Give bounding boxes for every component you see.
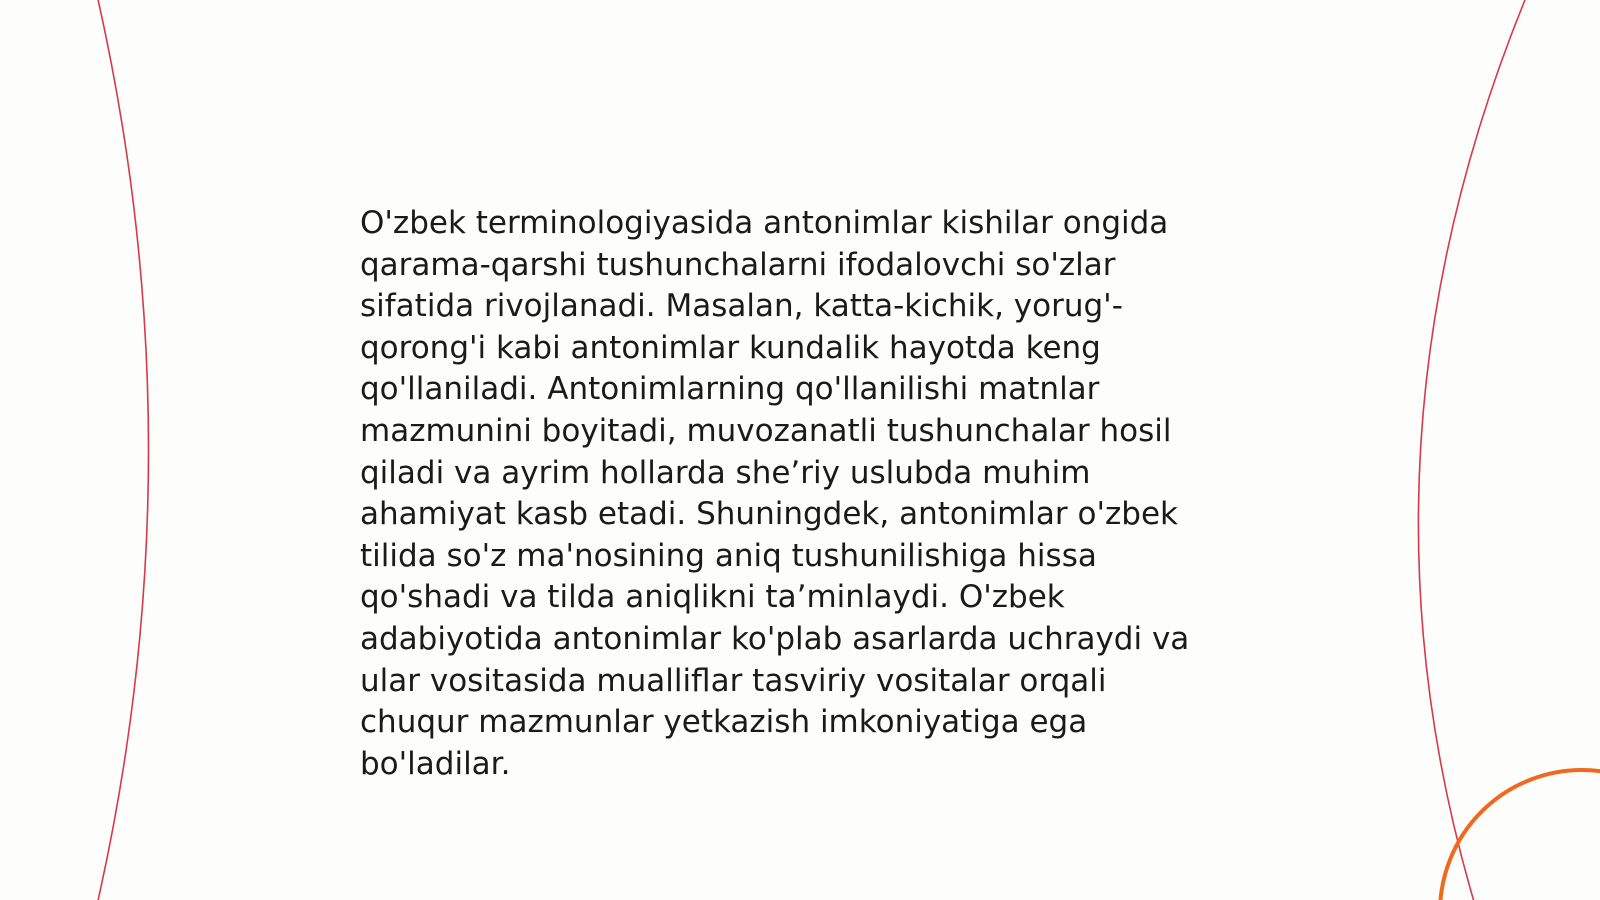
body-line: ahamiyat kasb etadi. Shuningdek, antonimlar o'zbek <box>360 496 1178 533</box>
body-line: qarama-qarshi tushunchalarni ifodalovchi so'zlar <box>360 246 1116 283</box>
body-line: sifatida rivojlanadi. Masalan, katta-kichik, yorug'- <box>360 288 1123 325</box>
body-line: chuqur mazmunlar yetkazish imkoniyatiga ega <box>360 704 1088 741</box>
body-paragraph <box>360 203 1240 785</box>
body-line: bo'ladilar. <box>360 745 511 782</box>
body-line: qo'llaniladi. Antonimlarning qo'llanilishi matnlar <box>360 371 1100 408</box>
body-line: ular vositasida mualliflar tasviriy vositalar orqali <box>360 662 1107 699</box>
body-line: adabiyotida antonimlar ko'plab asarlarda uchraydi va <box>360 620 1190 657</box>
body-line: qo'shadi va tilda aniqlikni ta’minlaydi. O'zbek <box>360 579 1065 616</box>
body-line: mazmunini boyitadi, muvozanatli tushunchalar hosil <box>360 412 1172 449</box>
corner-circle-arc <box>1440 770 1600 900</box>
body-line: tilida so'z ma'nosining aniq tushunilishiga hissa <box>360 537 1097 574</box>
body-line: qorong'i kabi antonimlar kundalik hayotda keng <box>360 329 1101 366</box>
right-curve <box>1418 0 1527 900</box>
body-line: O'zbek terminologiyasida antonimlar kishilar ongida <box>360 205 1169 241</box>
body-line: qiladi va ayrim hollarda she’riy uslubda muhim <box>360 454 1091 491</box>
left-curve <box>97 0 149 900</box>
